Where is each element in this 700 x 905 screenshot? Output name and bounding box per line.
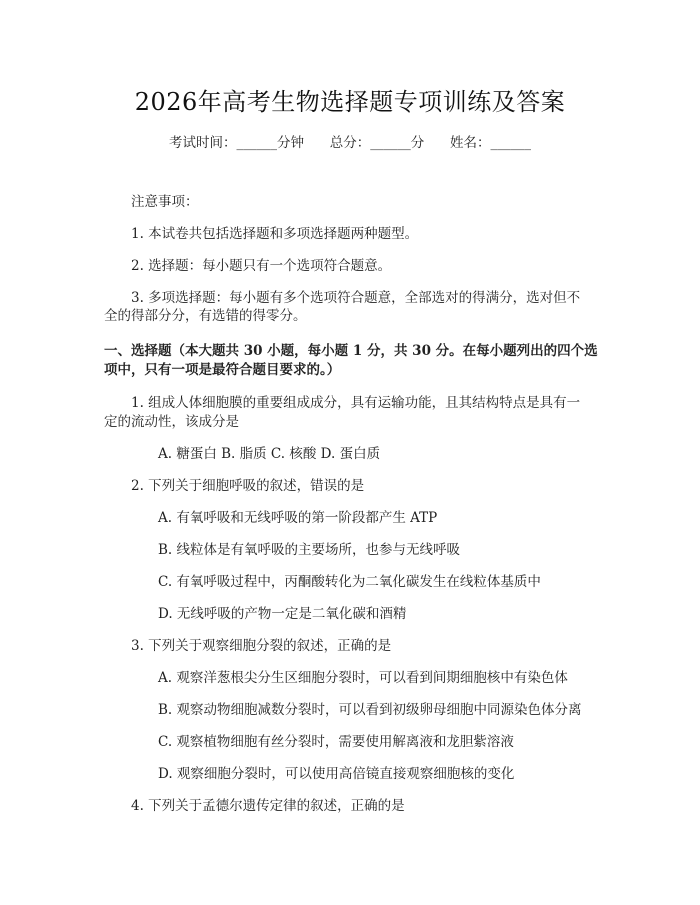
note-item-1: 1. 本试卷共包括选择题和多项选择题两种题型。: [131, 226, 419, 242]
exam-meta-line: 考试时间：______分钟 总分：______分 姓名：______: [169, 135, 531, 151]
question-2-option-d: D. 无线呼吸的产物一定是二氧化碳和酒精: [158, 606, 407, 622]
question-3-option-b: B. 观察动物细胞减数分裂时，可以看到初级卵母细胞中同源染色体分离: [158, 702, 582, 718]
question-3-option-d: D. 观察细胞分裂时，可以使用高倍镜直接观察细胞核的变化: [158, 766, 515, 782]
page-title: 2026年高考生物选择题专项训练及答案: [134, 88, 566, 116]
question-2-option-b: B. 线粒体是有氧呼吸的主要场所，也参与无线呼吸: [158, 542, 461, 558]
question-2-option-c: C. 有氧呼吸过程中，丙酮酸转化为二氧化碳发生在线粒体基质中: [158, 574, 541, 590]
question-3-option-c: C. 观察植物细胞有丝分裂时，需要使用解离液和龙胆紫溶液: [158, 734, 514, 750]
question-1-line-1: 1. 组成人体细胞膜的重要组成成分，具有运输功能，且其结构特点是具有一: [131, 395, 581, 411]
note-item-2: 2. 选择题：每小题只有一个选项符合题意。: [131, 258, 392, 274]
question-4-stem: 4. 下列关于孟德尔遗传定律的叙述，正确的是: [131, 798, 405, 814]
note-item-3: 3. 多项选择题：每小题有多个选项符合题意，全部选对的得满分，选对但不: [131, 290, 581, 306]
note-item-3-continued: 全的得部分分，有选错的得零分。: [104, 308, 307, 324]
question-2-option-a: A. 有氧呼吸和无线呼吸的第一阶段都产生 ATP: [158, 510, 438, 526]
question-2-stem: 2. 下列关于细胞呼吸的叙述，错误的是: [131, 478, 365, 494]
section-heading-line-2: 项中，只有一项是最符合题目要求的。）: [104, 362, 341, 378]
question-3-option-a: A. 观察洋葱根尖分生区细胞分裂时，可以看到间期细胞核中有染色体: [158, 670, 568, 686]
question-1-line-2: 定的流动性，该成分是: [104, 414, 239, 430]
question-3-stem: 3. 下列关于观察细胞分裂的叙述，正确的是: [131, 638, 392, 654]
question-1-options: A. 糖蛋白 B. 脂质 C. 核酸 D. 蛋白质: [158, 446, 381, 462]
section-heading-line-1: 一、选择题（本大题共 30 小题，每小题 1 分，共 30 分。在每小题列出的四个选: [104, 343, 598, 359]
notes-heading: 注意事项：: [131, 194, 199, 210]
